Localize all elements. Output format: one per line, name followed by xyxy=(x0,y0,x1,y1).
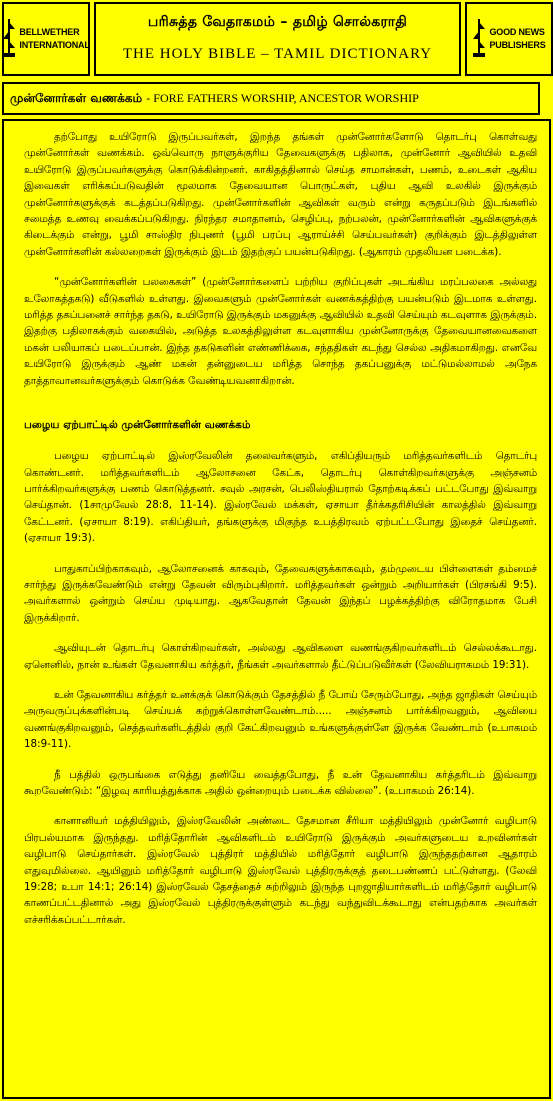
section-heading-english: - FORE FATHERS WORSHIP, ANCESTOR WORSHIP xyxy=(146,91,419,105)
good-news-logo xyxy=(465,2,553,76)
paragraph: பாதுகாப்பிற்காகவும், ஆலோசனைக் காகவும், தேவைகளுக்காகவும், தம்முடைய பிள்ளைகள் தம்மைச் சார்ந்து இருக்கவேண்டும் என்று தேவன் விரும்புகிறார். மரித்தவர்கள் ஒன்றும் அறியார்கள் (பிரசங்கி 9:5). அவர்களால் ஒன்றும் செய்ய முடியாது. ஆகவேதான் தேவன் இந்தப் பழக்கத்திற்கு விரோதமாக பேசி இருக்கிறார். xyxy=(24,562,537,624)
page-header xyxy=(0,0,553,80)
bellwether-ship-icon xyxy=(2,19,16,59)
article-body xyxy=(2,119,551,1099)
paragraph: “முன்னோர்களின் பலகைகள்” (முன்னோர்களைப் பற்றிய குறிப்புகள் அடங்கிய மரப்பலகை அல்லது உலோகத்தகடு) வீடுகளில் உள்ளது. இவைகளும் முன்னோர்கள் வணக்கத்திற்கு பயன்படும் இடமாக உள்ளது. மரித்த தகப்பனைச் சார்ந்த தகடு, உயிரோடு இருக்கும் மகனுக்கு ஆவியில் உதவி செய்யும் கடவுளாக இருக்கும். இதற்கு பதிலாகக்கும் வகையில், அடுத்த உலகத்திலுள்ள கடவுளாகிய முன்னோருக்கு தேவையானவைகளை மகன் பலியாகப் படைப்பான். இந்த தகடுகளின் எண்ணிக்கை, சந்ததிகள் கடந்து செல்ல அதிகமாகிறது. எனவே உயிரோடு இருக்கும் ஆண் மகன் தன்னுடைய மரித்த சொந்த தகப்பனுக்கு மட்டுமல்லாமல் அநேக தாத்தாவானவர்களுக்கும் கொடுக்க வேண்டியவனாகிறான். xyxy=(24,276,537,387)
left-logo-line1: BELLWETHER xyxy=(19,27,80,37)
title-english: THE HOLY BIBLE – TAMIL DICTIONARY xyxy=(122,46,433,62)
paragraph: ஆவியுடன் தொடர்பு கொள்கிறவர்கள், அல்லது ஆவிகளை வணங்குகிறவர்களிடம் செல்லக்கூடாது. ஏனெனில், நான் உங்கள் தேவனாகிய கர்த்தர், நீங்கள் அவர்களால் தீட்டுப்படுவீர்கள் (லேவியராகமம் 19:31). xyxy=(24,642,537,671)
title-box xyxy=(94,2,461,76)
paragraph: நீ பத்தில் ஒருபங்கை எடுத்து தனியே வைத்தபோது, நீ உன் தேவனாகிய கர்த்தரிடம் இவ்வாறு கூறவேண்டும்: “இழவு காரியத்துக்காக அதில் ஒன்றையும் படைக்க வில்லை”. (உபாகமம் 26:14). xyxy=(24,768,537,797)
paragraph: உன் தேவனாகிய கர்த்தர் உனக்குக் கொடுக்கும் தேசத்தில் நீ போய் சேரும்போது, அந்த ஜாதிகள் செய்யும் அருவருப்புக்களின்படி செய்யக் கற்றுக்கொள்ளவேண்டாம்..... அஞ்சனம் பார்க்கிறவனும், ஆவியை வணங்குகிறவனும், செத்தவர்களிடத்தில் குறி கேட்கிறவனும் உங்களுக்குள்ளே இருக்க வேண்டாம் (உபாகமம் 18:9-11). xyxy=(24,688,537,751)
bellwether-logo xyxy=(2,2,90,76)
paragraph: தற்போது உயிரோடு இருப்பவர்கள், இறந்த தங்கள் முன்னோர்களோடு தொடர்பு கொள்வது முன்னோர்கள் வணக்கம். ஒவ்வொரு நாளுக்குரிய தேவைகளுக்கு பதிலாக, முன்னோர் ஆவியில் உதவி உயிரோடு இருப்பவர்களுக்கு கொடுக்கின்றனர். காகிதத்தினால் செய்த சாமான்கள், பணம், உடைகள் ஆகிய இவைகள் எரிக்கப்படுவதின் மூலமாக தேவையான பொருட்கள், புதிய ஆவி உலகில் இருக்கும் முன்னோர்களுக்குக் கடத்தப்படுகிறது. முன்னோர்களின் ஆவிகள் வரும் என்று கருதப்படும் இடங்களில் சமைத்த உணவு வைக்கப்படுகிறது. நிரந்தர சமாதானம், செழிப்பு, நற்பலன், முன்னோர்களின் ஆவிகளுக்குக் கிடைக்கும் என்று, பூமி சாஸ்திர நிபுணர் (பூமி பரப்பு ஆராய்ச்சி செய்பவர்கள்) குறிக்கும் இடத்திலுள்ள முன்னோர்களின் கல்லறைகள் இருக்கும் இடம் இதற்குப் பயன்படுகிறது. (ஆகாரம் முதலியன படைக்க). xyxy=(24,131,537,258)
title-tamil: பரிசுத்த வேதாகமம் – தமிழ் சொல்கராதி xyxy=(147,14,408,30)
paragraph: கானானியர் மத்தியிலும், இஸ்ரவேலின் அண்டை தேசமான சீரியா மத்தியிலும் முன்னோர் வழிபாடு பிரபல்யமாக இருந்தது. மரித்தோரின் ஆவிகளிடம் உயிரோடு இருக்கும் அவர்களுடைய உறவினர்கள் வழிபாடு செய்தார்கள். இஸ்ரவேல் புத்திரர் மத்தியில் மரித்தோர் வழிபாடு இருந்ததற்கான ஆதாரம் எதுவுமில்லை. ஆயினும் மரித்தோர் வழிபாடு இஸ்ரவேல் புத்திரருக்குத் தடைபண்ணப் பட்டுள்ளது. (லேவி 19:28; உபா 14:1; 26:14) இஸ்ரவேல் தேசத்தைச் சுற்றிலும் இருந்த புறஜாதியார்களிடம் மரித்தோர் வழிபாடு காணப்பட்டதினால் அது இஸ்ரவேல் புத்திரருக்குள்ளும் கடந்து வந்துவிடக்கூடாது என்பதற்காக அவர்கள் எச்சரிக்கப்பட்டார்கள். xyxy=(24,815,537,926)
left-logo-line2: INTERNATIONAL xyxy=(19,40,90,50)
section-heading-tamil: முன்னோர்கள் வணக்கம் xyxy=(10,90,143,105)
right-logo-line2: PUBLISHERS xyxy=(489,40,546,50)
paragraph: பழைய ஏற்பாட்டில் இஸ்ரவேலின் தலைவர்களும், எகிப்தியரும் மரித்தவர்களிடம் தொடர்பு கொண்டனர். மரித்தவர்களிடம் ஆலோசனை கேட்க, தொடர்பு கொள்கிறவர்களுக்கு அஞ்சனம் பார்க்கிறவர்களுக்கு பணம் கொடுத்தனர். சவுல் அரசன், பெலிஸ்தியரால் தோற்கடிக்கப் பட்டபோது இவ்வாறு செய்தான். (1சாமுவேல் 28:8, 11-14). இஸ்ரவேல் மக்கள், ஏசாயா தீர்க்கதரிசியின் காலத்தில் இவ்வாறு கேட்டனர். (ஏசாயா 8:19). எகிப்தியர், தங்களுக்கு மிகுந்த உபத்திரவம் ஏற்பட்டபோது இதைச் செய்தனர். (ஏசாயா 19:3). xyxy=(24,450,537,545)
right-logo-line1: GOOD NEWS xyxy=(489,27,545,37)
section-heading xyxy=(2,82,540,115)
good-news-ship-icon xyxy=(472,19,486,59)
subheading: பழைய ஏற்பாட்டில் முன்னோர்களின் வணக்கம் xyxy=(24,419,251,432)
